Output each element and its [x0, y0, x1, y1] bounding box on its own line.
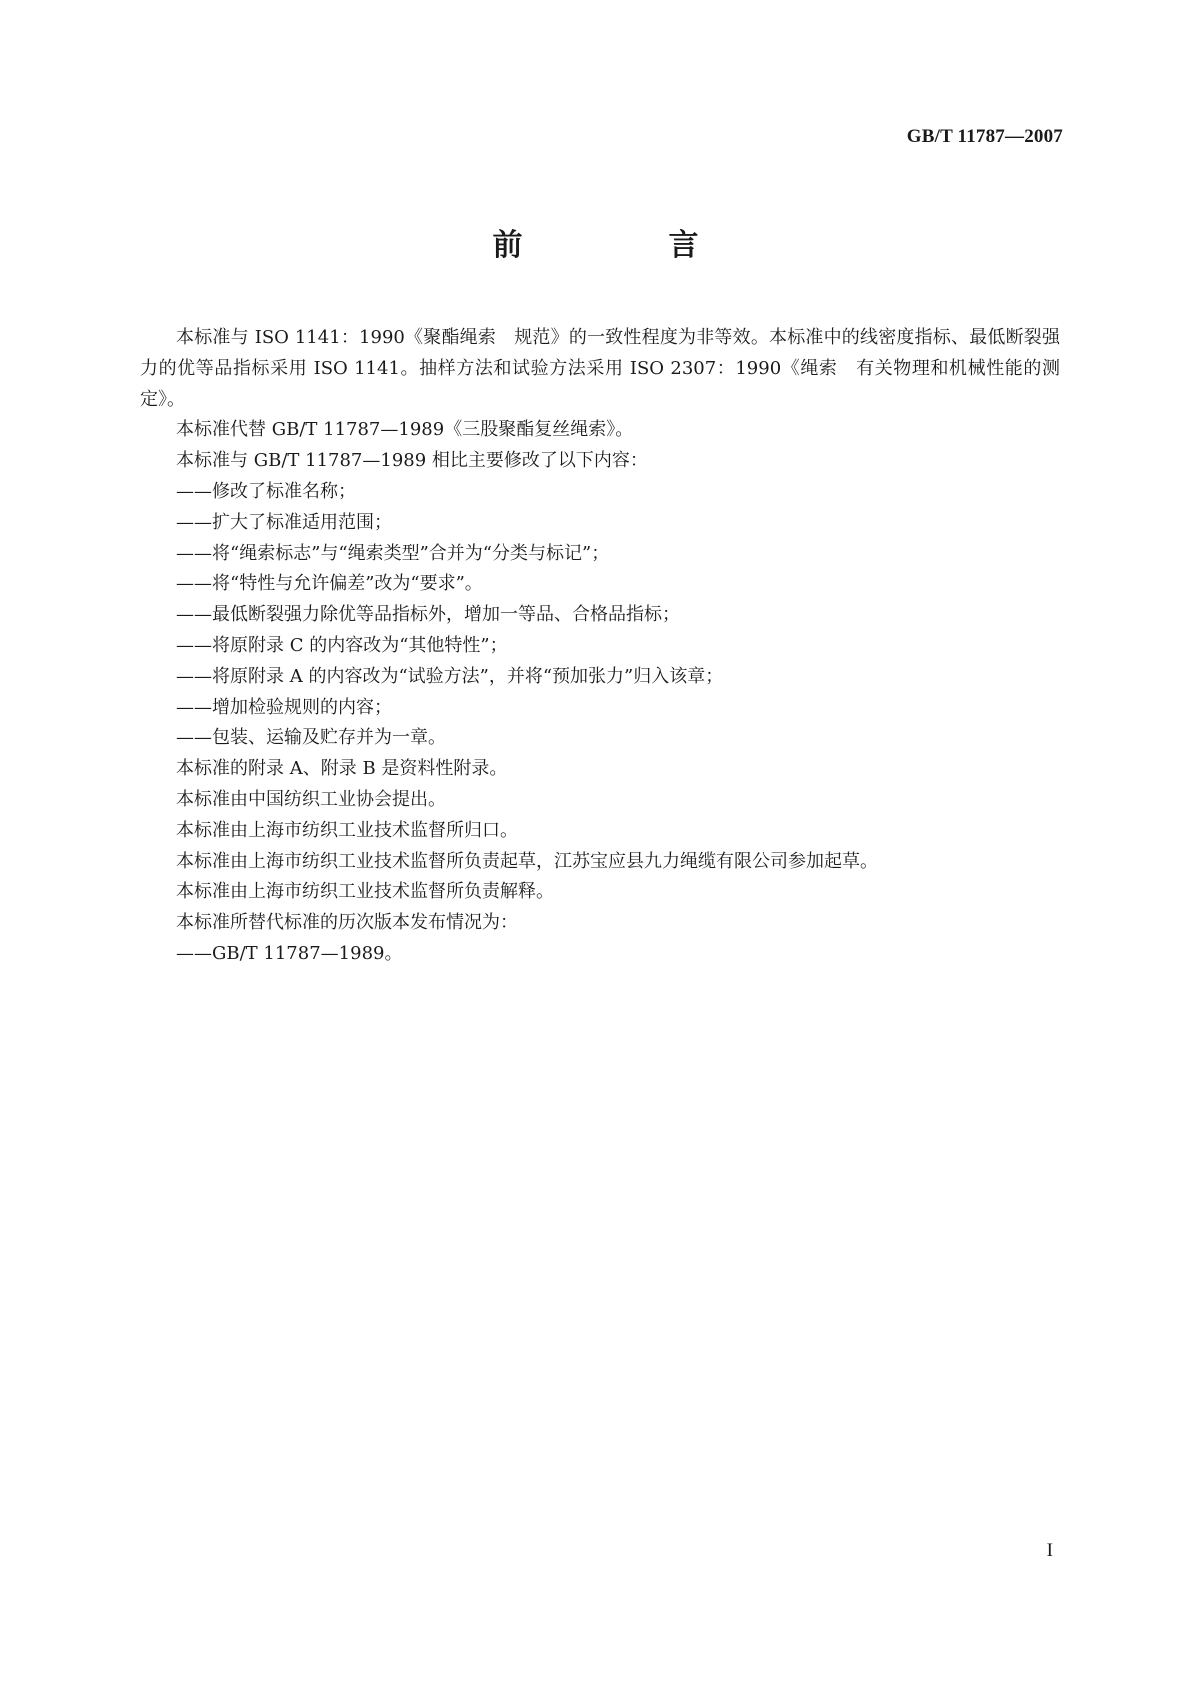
standard-code: GB/T 11787—2007 [906, 126, 1063, 147]
change-item: ——最低断裂强力除优等品指标外，增加一等品、合格品指标； [176, 604, 680, 626]
history-item: ——GB/T 11787—1989。 [176, 942, 403, 964]
change-item: ——增加检验规则的内容； [176, 696, 392, 718]
change-item: ——将原附录 A 的内容改为“试验方法”，并将“预加张力”归入该章； [176, 665, 724, 687]
paragraph-interpreted-by: 本标准由上海市纺织工业技术监督所负责解释。 [176, 881, 554, 903]
paragraph-proposed-by: 本标准由中国纺织工业协会提出。 [176, 788, 446, 810]
change-item: ——修改了标准名称； [176, 480, 356, 502]
paragraph-centralized-by: 本标准由上海市纺织工业技术监督所归口。 [176, 819, 518, 841]
paragraph-history-intro: 本标准所替代标准的历次版本发布情况为： [176, 912, 518, 934]
change-item: ——将“绳索标志”与“绳索类型”合并为“分类与标记”； [176, 542, 610, 564]
page-title: 前 言 [492, 228, 757, 263]
paragraph-replaces: 本标准代替 GB/T 11787—1989《三股聚酯复丝绳索》。 [176, 419, 634, 441]
change-item: ——包装、运输及贮存并为一章。 [176, 727, 446, 749]
paragraph-changes-intro: 本标准与 GB/T 11787—1989 相比主要修改了以下内容： [176, 450, 648, 472]
paragraph-equivalence: 本标准与 ISO 1141：1990《聚酯绳索 规范》的一致性程度为非等效。本标准中的线密度指标、最低断裂强力的优等品指标采用 ISO 1141。抽样方法和试验方法采用 ISO 2307：1990《绳索 有关物理和机械性能的测定》。 [140, 327, 1060, 410]
change-item: ——扩大了标准适用范围； [176, 511, 392, 533]
foreword-body [140, 323, 1060, 970]
paragraph-annexes: 本标准的附录 A、附录 B 是资料性附录。 [176, 758, 508, 780]
paragraph-drafted-by: 本标准由上海市纺织工业技术监督所负责起草，江苏宝应县九力绳缆有限公司参加起草。 [176, 850, 878, 872]
change-item: ——将“特性与允许偏差”改为“要求”。 [176, 573, 483, 595]
change-item: ——将原附录 C 的内容改为“其他特性”； [176, 634, 508, 656]
page-number: I [1046, 1540, 1053, 1561]
